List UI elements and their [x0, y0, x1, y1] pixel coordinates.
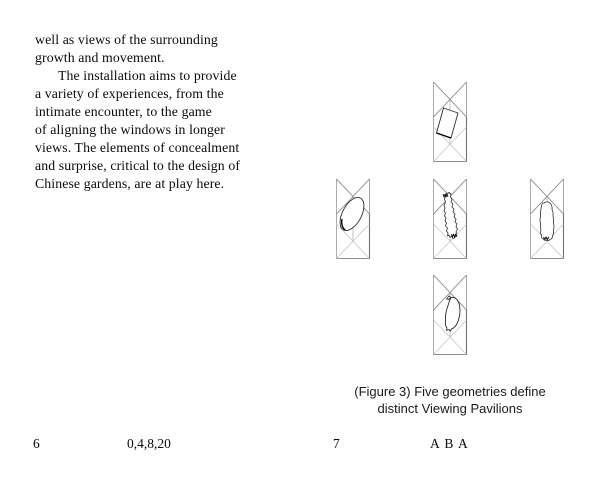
pavilion-middle-right	[530, 179, 564, 259]
body-text-block	[35, 31, 305, 193]
body-text-line: and surprise, critical to the design of	[35, 158, 241, 173]
body-text-line: views. The elements of concealment	[35, 140, 240, 155]
right-page-number: 7	[333, 436, 340, 451]
right-page-edition-code: A B A	[430, 436, 469, 451]
pavilion-middle-left	[336, 179, 370, 259]
pavilion-middle-center	[433, 179, 467, 259]
body-text-line: The installation aims to provide	[58, 68, 237, 83]
pavilion-diagram	[336, 179, 370, 259]
window-shape-wavy-strip	[540, 202, 554, 241]
pavilion-diagram	[433, 82, 467, 162]
pavilion-diagram	[530, 179, 564, 259]
body-text-line: intimate encounter, to the game	[35, 104, 212, 119]
body-text-line: a variety of experiences, from the	[35, 86, 224, 101]
body-text-line: Chinese gardens, are at play here.	[35, 176, 225, 191]
window-shape-jagged-strip	[443, 193, 458, 239]
body-text-line: of aligning the windows in longer	[35, 122, 225, 137]
pavilion-top	[433, 82, 467, 162]
left-page-number: 6	[33, 436, 40, 451]
figure-caption-line2: distinct Viewing Pavilions	[377, 401, 523, 416]
body-text-line: well as views of the surrounding	[35, 32, 218, 47]
figure-caption	[330, 383, 570, 417]
figure-caption-line1: (Figure 3) Five geometries define	[354, 384, 546, 399]
window-shape-tilted-rectangle	[437, 108, 459, 138]
pavilion-diagram	[433, 179, 467, 259]
pavilion-bottom	[433, 275, 467, 355]
body-text-line: growth and movement.	[35, 50, 165, 65]
left-page-edition-code: 0,4,8,20	[127, 436, 171, 451]
window-shape-curved-leaf	[445, 296, 460, 331]
pavilion-diagram	[433, 275, 467, 355]
